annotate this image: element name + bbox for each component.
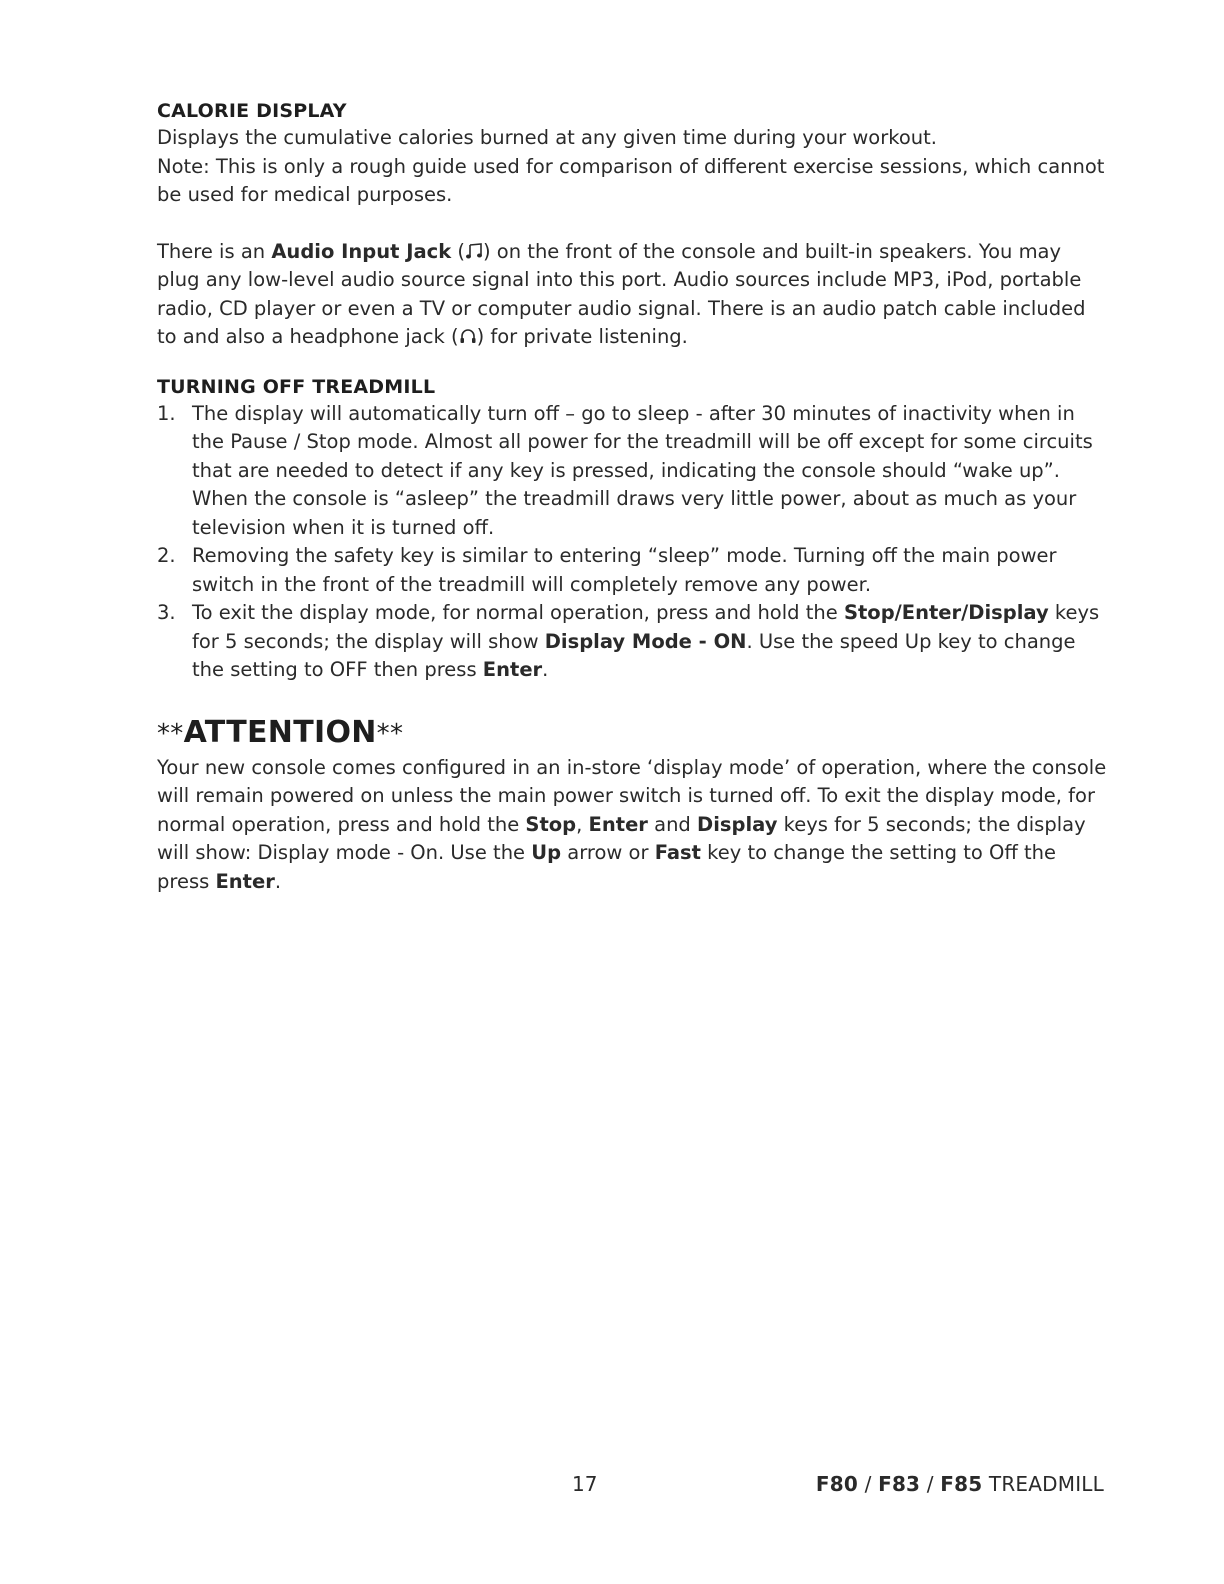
page-number: 17 [572,1472,598,1496]
stop-key-label: Stop [525,812,577,836]
list-item-text: Removing the safety key is similar to entering “sleep” mode. Turning off the main power switch in the front of the treadmill will completely remove any power. [192,544,1057,596]
attention-stars-right: ** [376,718,404,749]
model-separator: / [920,1472,941,1496]
list-item-text: The display will automatically turn off – go to sleep - after 30 minutes of inactivity when in the Pause / Stop mode. Almost all power for the treadmill will be off except for some circuits that are needed to detect if any key is pressed, indicating the console should “wake up”. When the console is “asleep” the treadmill draws very little power, about as much as your television when it is turned off. [192,401,1093,539]
attention-text: Your new console comes configured in an in-store ‘display mode’ of operation, where the console will remain powered on unless the main power switch is turned off. To exit the display mode, for normal operation, press and hold the [157,755,1107,836]
music-note-icon [465,242,483,260]
display-mode-on-label: Display Mode - ON [544,629,747,653]
model-f83: F83 [878,1472,921,1496]
up-key-label: Up [531,841,562,864]
list-item [157,542,1107,599]
attention-paragraph [157,754,1107,897]
audio-input-paragraph [157,238,1107,352]
enter-key-label: Enter [588,812,648,836]
document-page [157,100,1107,896]
calorie-display-section [157,100,1107,210]
attention-section [157,715,1107,897]
list-item [157,400,1107,543]
list-item-text: To exit the display mode, for normal operation, press and hold the [192,601,844,624]
attention-heading [157,715,1107,750]
model-f85: F85 [940,1472,983,1496]
audio-text-2: ( [451,239,465,263]
display-key-label: Display [697,812,778,836]
list-item-text: . [542,658,549,681]
list-item-number: 3. [157,601,176,624]
calorie-display-description: Displays the cumulative calories burned at any given time during your workout. [157,126,937,149]
audio-text-3: ) on the front of the console and built-in speakers. You may plug any low-level audio source signal into this port. Audio sources include MP3, iPod, portable radio, CD player or even a TV or computer audio signal. There is an audio patch cable included to and also a headphone jack ( [157,239,1086,348]
model-name [816,1472,1104,1496]
turning-off-section [157,376,1107,685]
attention-text: keys for 5 seconds; the display will show: Display mode - On. Use the [157,812,1086,864]
stop-enter-display-keys: Stop/Enter/Display [843,601,1049,624]
list-item-text: keys for 5 seconds; the display will show [192,601,1100,653]
attention-title: ATTENTION [183,714,377,750]
turning-off-heading: TURNING OFF TREADMILL [157,375,436,398]
headphone-icon [459,327,477,345]
attention-stars-left: ** [157,718,184,749]
audio-input-jack-label: Audio Input Jack [271,239,452,263]
turning-off-list [157,400,1107,685]
attention-text: and [647,812,698,836]
list-item-number: 1. [157,401,176,425]
model-f80: F80 [815,1472,859,1496]
calorie-display-note: Note: This is only a rough guide used for comparison of different exercise sessions, which cannot be used for medical purposes. [157,154,1105,206]
attention-text: arrow or [561,841,655,864]
audio-text-1: There is an [157,239,272,263]
enter-key-label: Enter [482,658,543,681]
list-item-number: 2. [157,544,176,567]
attention-text: . [274,869,282,893]
page-footer [0,1472,1224,1502]
fast-key-label: Fast [654,841,701,864]
attention-text: , [576,812,589,836]
model-treadmill-label: TREADMILL [982,1472,1104,1496]
list-item [157,599,1107,685]
model-separator: / [858,1472,879,1496]
enter-key-label: Enter [215,869,275,893]
audio-text-4: ) for private listening. [476,325,688,348]
attention-text: key to change the setting to Off the press [157,841,1056,893]
list-item-text: . Use the speed Up key to change the setting to OFF then press [192,629,1076,681]
calorie-display-heading: CALORIE DISPLAY [157,100,347,122]
